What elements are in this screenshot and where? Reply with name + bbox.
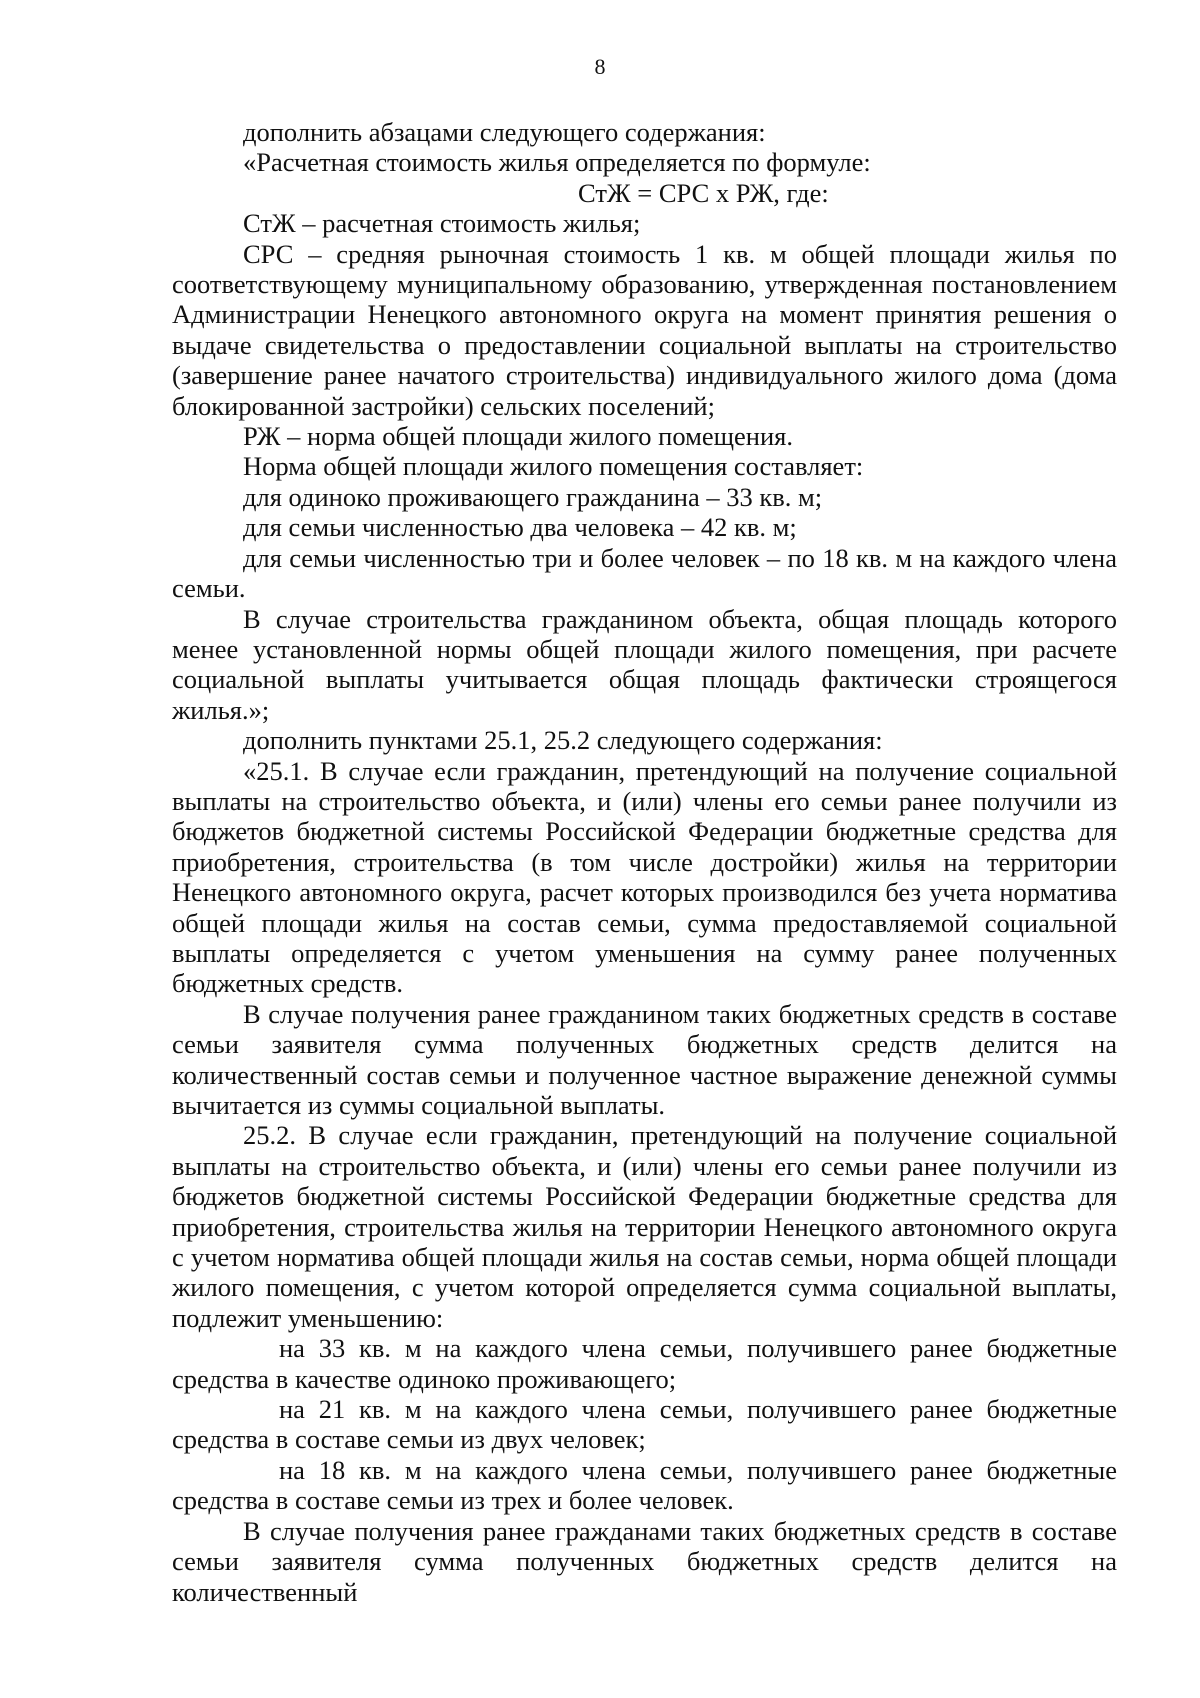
paragraph-actual-area: В случае строительства гражданином объекта, общая площадь которого менее установленной нормы общей площади жилого помещения, при расчете социальной выплаты учитывается общая площадь фактически строящегося жилья.»; [172, 603, 1117, 725]
page-number: 8 [594, 54, 606, 79]
paragraph-srs-definition: СРС – средняя рыночная стоимость 1 кв. м общей площади жилья по соответствующему муниципальному образованию, утвержденная постановлением Администрации Ненецкого автономного округа на момент принятия решения о выдаче свидетельства о предоставлении социальной выплаты на строительство (завершение ранее начатого строительства) индивидуального жилого дома (дома блокированной застройки) сельских поселений; [172, 238, 1117, 421]
paragraph-rzh-definition: РЖ – норма общей площади жилого помещения. [243, 421, 793, 452]
formula-line: СтЖ = СРС х РЖ, где: [578, 177, 829, 208]
paragraph-stzh-definition: СтЖ – расчетная стоимость жилья; [243, 208, 641, 239]
paragraph-formula-heading: «Расчетная стоимость жилья определяется по формуле: [243, 147, 871, 178]
paragraph-norm-three-plus: для семьи численностью три и более человек – по 18 кв. м на каждого члена семьи. [172, 542, 1117, 604]
paragraph-reduction-21: на 21 кв. м на каждого члена семьи, получившего ранее бюджетные средства в составе семьи из двух человек; [172, 1394, 1117, 1455]
paragraph-reduction-18: на 18 кв. м на каждого члена семьи, получившего ранее бюджетные средства в составе семьи из трех и более человек. [172, 1454, 1117, 1516]
paragraph-norm-heading: Норма общей площади жилого помещения составляет: [243, 451, 864, 482]
paragraph-norm-single: для одиноко проживающего гражданина – 33 кв. м; [243, 481, 823, 512]
paragraph-25-2-family: В случае получения ранее гражданами таких бюджетных средств в составе семьи заявителя сумма полученных бюджетных средств делится на количественный [172, 1515, 1117, 1607]
paragraph-25-1-family: В случае получения ранее гражданином таких бюджетных средств в составе семьи заявителя сумма полученных бюджетных средств делится на количественный состав семьи и полученное частное выражение денежной суммы вычитается из суммы социальной выплаты. [172, 998, 1117, 1120]
document-body [172, 117, 1117, 1607]
paragraph-25-2: 25.2. В случае если гражданин, претендующий на получение социальной выплаты на строительство объекта, и (или) члены его семьи ранее получили из бюджетов бюджетной системы Российской Федерации бюджетные средства для приобретения, строительства жилья на территории Ненецкого автономного округа с учетом норматива общей площади жилья на состав семьи, норма общей площади жилого помещения, с учетом которой определяется сумма социальной выплаты, подлежит уменьшению: [172, 1120, 1117, 1333]
paragraph-norm-two: для семьи численностью два человека – 42 кв. м; [243, 512, 797, 543]
paragraph-add-points: дополнить пунктами 25.1, 25.2 следующего содержания: [243, 725, 883, 756]
paragraph-intro: дополнить абзацами следующего содержания: [243, 117, 766, 147]
paragraph-25-1: «25.1. В случае если гражданин, претендующий на получение социальной выплаты на строительство объекта, и (или) члены его семьи ранее получили из бюджетов бюджетной системы Российской Федерации бюджетные средства для приобретения, строительства (в том числе достройки) жилья на территории Ненецкого автономного округа, расчет которых производился без учета норматива общей площади жилья на состав семьи, сумма предоставляемой социальной выплаты определяется с учетом уменьшения на сумму ранее полученных бюджетных средств. [172, 755, 1117, 999]
paragraph-reduction-33: на 33 кв. м на каждого члена семьи, получившего ранее бюджетные средства в качестве одиноко проживающего; [172, 1333, 1117, 1394]
